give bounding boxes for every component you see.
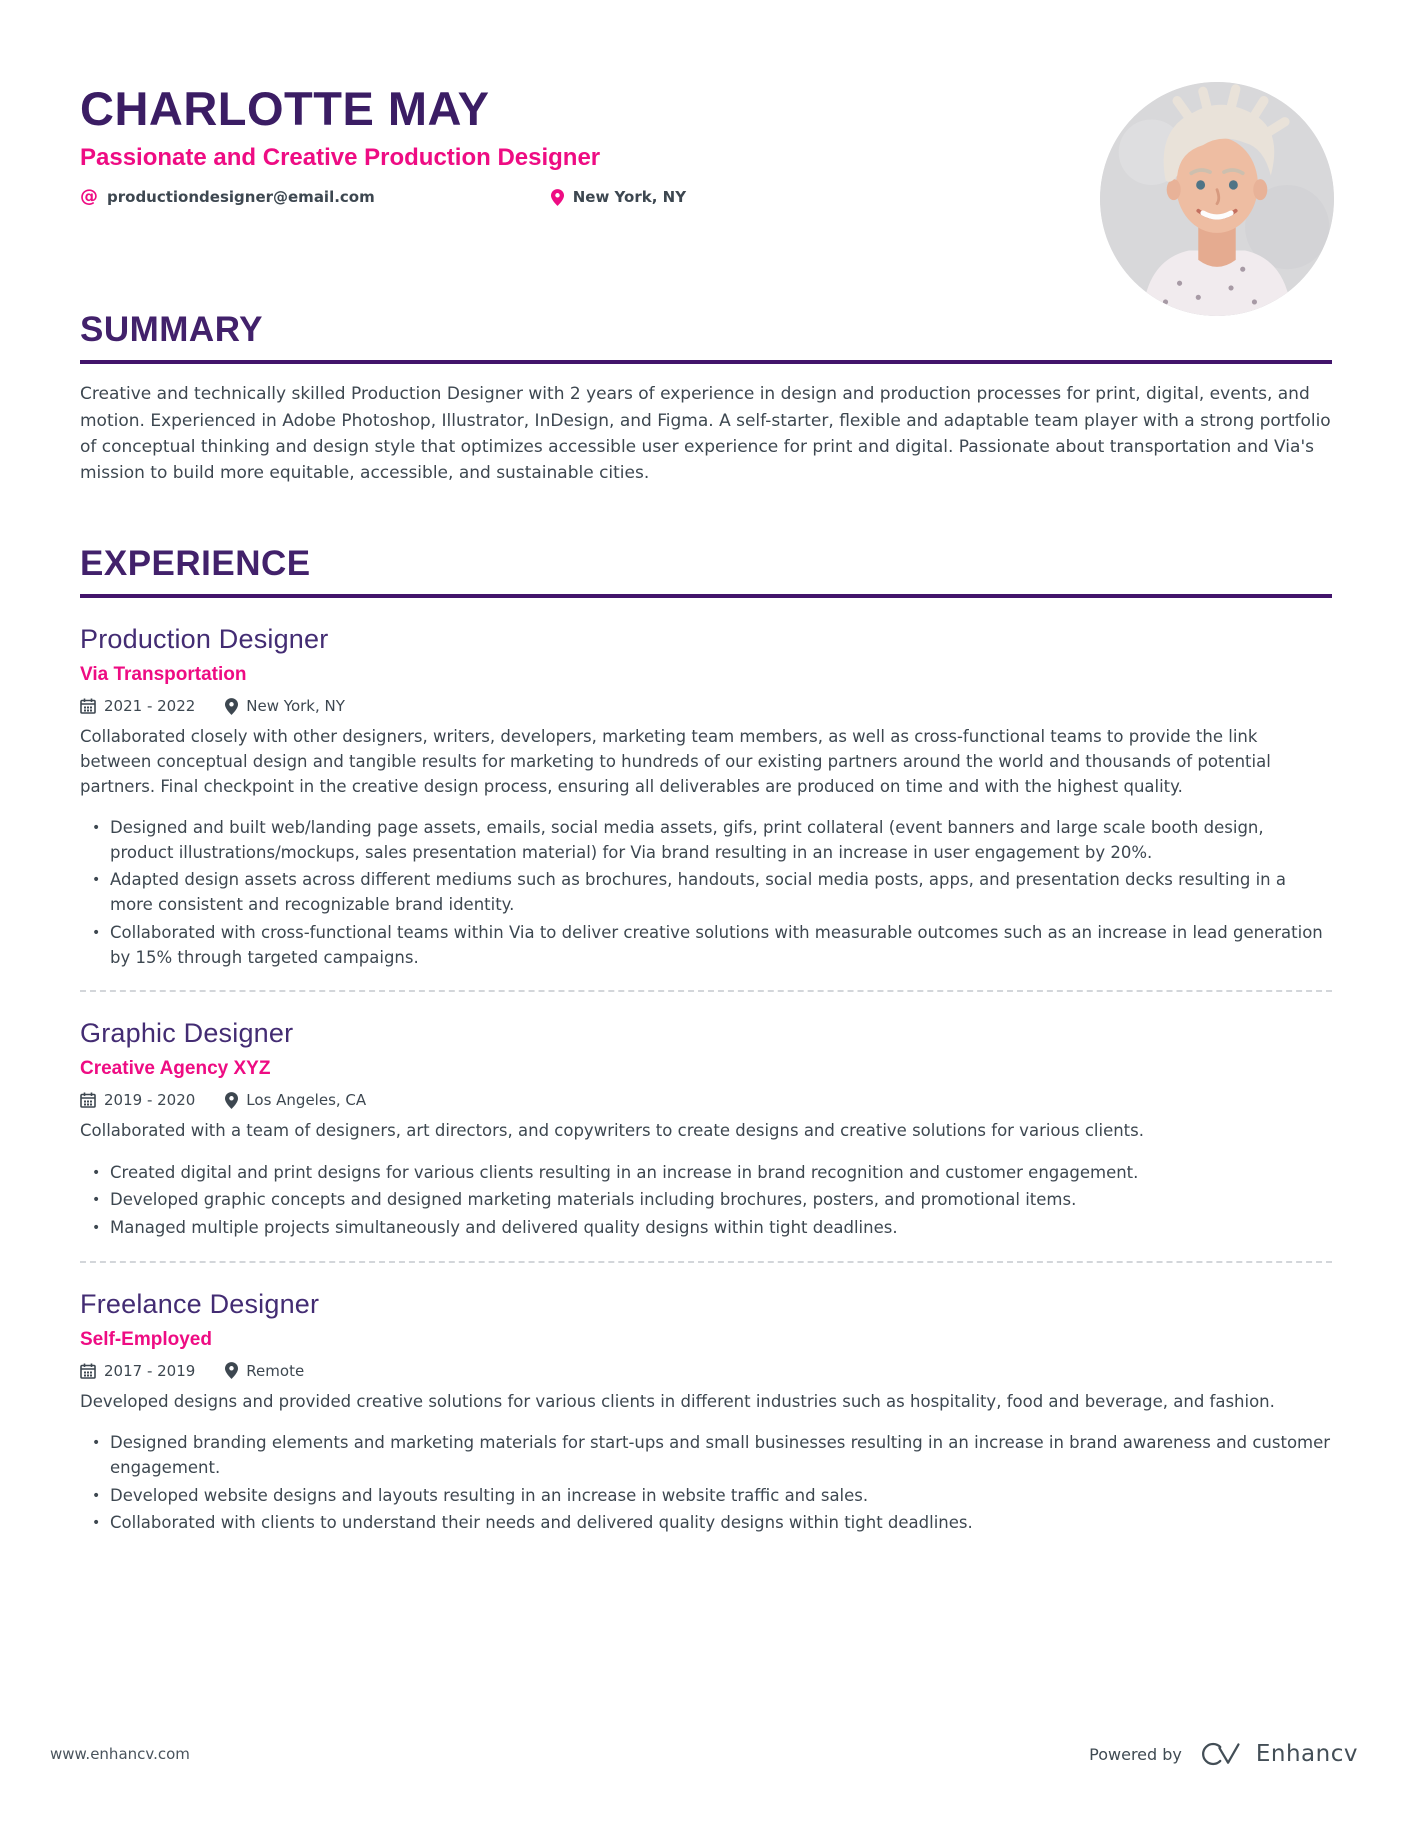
bullet-item: • Designed and built web/landing page assets, emails, social media assets, gifs, print collateral (event banners and large scale booth design, product illustrations/mockups, sales presentation material) for Via brand resulting in an increase in user engagement by 20%. xyxy=(88,816,1332,866)
headline: Passionate and Creative Production Designer xyxy=(80,144,601,172)
enhancv-logo-icon xyxy=(1196,1738,1248,1770)
summary-text: Creative and technically skilled Production Designer with 2 years of experience in design and production processes for print, digital, events, and motion. Experienced in Adobe Photoshop, Illustrator, InDesign, and Figma. A self-starter, flexible and adaptable team player with a strong portfolio of conceptual thinking and design style that optimizes accessible user experience for print and digital. Passionate about transportation and Via's mission to build more equitable, accessible, and sustainable cities. xyxy=(80,384,1331,483)
job-entry xyxy=(80,1289,1332,1536)
job-meta xyxy=(80,1362,1332,1380)
bullet-item: • Adapted design assets across different mediums such as brochures, handouts, social media posts, apps, and presentation decks resulting in a more consistent and recognizable brand identity. xyxy=(88,868,1332,918)
job-location xyxy=(225,1362,304,1380)
job-dates xyxy=(80,1362,195,1380)
job-entry xyxy=(80,624,1332,992)
calendar-icon xyxy=(80,698,96,714)
powered-by xyxy=(1089,1738,1358,1770)
job-description: Developed designs and provided creative solutions for various clients in different industries such as hospitality, food and beverage, and fashion. xyxy=(80,1391,1275,1411)
bullet-item: • Developed website designs and layouts resulting in an increase in website traffic and sales. xyxy=(88,1484,1332,1509)
job-bullet-list xyxy=(80,1431,1332,1536)
experience-heading: EXPERIENCE xyxy=(80,544,1332,598)
job-description: Collaborated closely with other designers, writers, developers, marketing team members, as well as cross-functional teams to provide the link between conceptual design and tangible results for marketing to hundreds of our existing partners around the world and thousands of potential partners. Final checkpoint in the creative design process, ensuring all deliverables are produced on time and with the highest quality. xyxy=(80,727,1271,796)
person-name: CHARLOTTE MAY xyxy=(80,82,490,135)
job-meta xyxy=(80,697,1332,715)
job-location-text: Remote xyxy=(246,1361,305,1380)
experience-section xyxy=(80,544,1332,1536)
job-title: Graphic Designer xyxy=(80,1018,294,1049)
job-dates-text: 2019 - 2020 xyxy=(104,1091,196,1110)
job-bullet-list xyxy=(80,1161,1332,1241)
job-location-text: Los Angeles, CA xyxy=(246,1091,367,1110)
footer-website-link[interactable]: www.enhancv.com xyxy=(50,1745,190,1763)
job-description: Collaborated with a team of designers, art directors, and copywriters to create designs and creative solutions for various clients. xyxy=(80,1121,1144,1141)
job-company: Self-Employed xyxy=(80,1328,212,1350)
job-dates-text: 2017 - 2019 xyxy=(104,1361,196,1380)
job-title: Production Designer xyxy=(80,624,329,655)
job-bullet-list xyxy=(80,816,1332,971)
job-meta xyxy=(80,1091,1332,1109)
bullet-item: • Collaborated with clients to understand their needs and delivered quality designs within tight deadlines. xyxy=(88,1511,1332,1536)
calendar-icon xyxy=(80,1363,96,1379)
job-entry xyxy=(80,1018,1332,1263)
footer xyxy=(50,1738,1358,1770)
avatar xyxy=(1100,82,1334,316)
bullet-item: • Collaborated with cross-functional teams within Via to deliver creative solutions with measurable outcomes such as an increase in lead generation by 15% through targeted campaigns. xyxy=(88,921,1332,971)
bullet-item: • Designed branding elements and marketing materials for start-ups and small businesses resulting in an increase in brand awareness and customer engagement. xyxy=(88,1431,1332,1481)
bullet-item: • Managed multiple projects simultaneously and delivered quality designs within tight deadlines. xyxy=(88,1216,1332,1241)
brand-name: Enhancv xyxy=(1255,1741,1358,1767)
job-company: Via Transportation xyxy=(80,664,247,686)
email-item[interactable] xyxy=(80,188,375,206)
bullet-item: • Created digital and print designs for various clients resulting in an increase in brand recognition and customer engagement. xyxy=(88,1161,1332,1186)
job-company: Creative Agency XYZ xyxy=(80,1058,271,1080)
calendar-icon xyxy=(80,1092,96,1108)
location-pin-icon xyxy=(225,1092,238,1109)
job-dates xyxy=(80,697,195,715)
job-dates xyxy=(80,1091,195,1109)
job-title: Freelance Designer xyxy=(80,1288,320,1319)
summary-heading: SUMMARY xyxy=(80,310,1332,364)
job-location-text: New York, NY xyxy=(246,697,345,716)
job-divider xyxy=(80,990,1332,992)
avatar-illustration xyxy=(1100,82,1334,316)
bullet-item: • Developed graphic concepts and designed marketing materials including brochures, posters, and promotional items. xyxy=(88,1188,1332,1213)
location-item xyxy=(551,188,686,206)
email-icon: @ xyxy=(80,186,98,208)
powered-by-label: Powered by xyxy=(1089,1744,1182,1764)
location-pin-icon xyxy=(551,189,564,206)
brand-logo-link[interactable] xyxy=(1196,1738,1358,1770)
location-pin-icon xyxy=(225,1362,238,1379)
job-location xyxy=(225,697,345,715)
job-location xyxy=(225,1091,366,1109)
job-divider xyxy=(80,1261,1332,1263)
email-value: productiondesigner@email.com xyxy=(107,188,375,207)
summary-section xyxy=(80,310,1332,486)
job-dates-text: 2021 - 2022 xyxy=(104,697,196,716)
location-pin-icon xyxy=(225,698,238,715)
location-value: New York, NY xyxy=(572,188,687,207)
